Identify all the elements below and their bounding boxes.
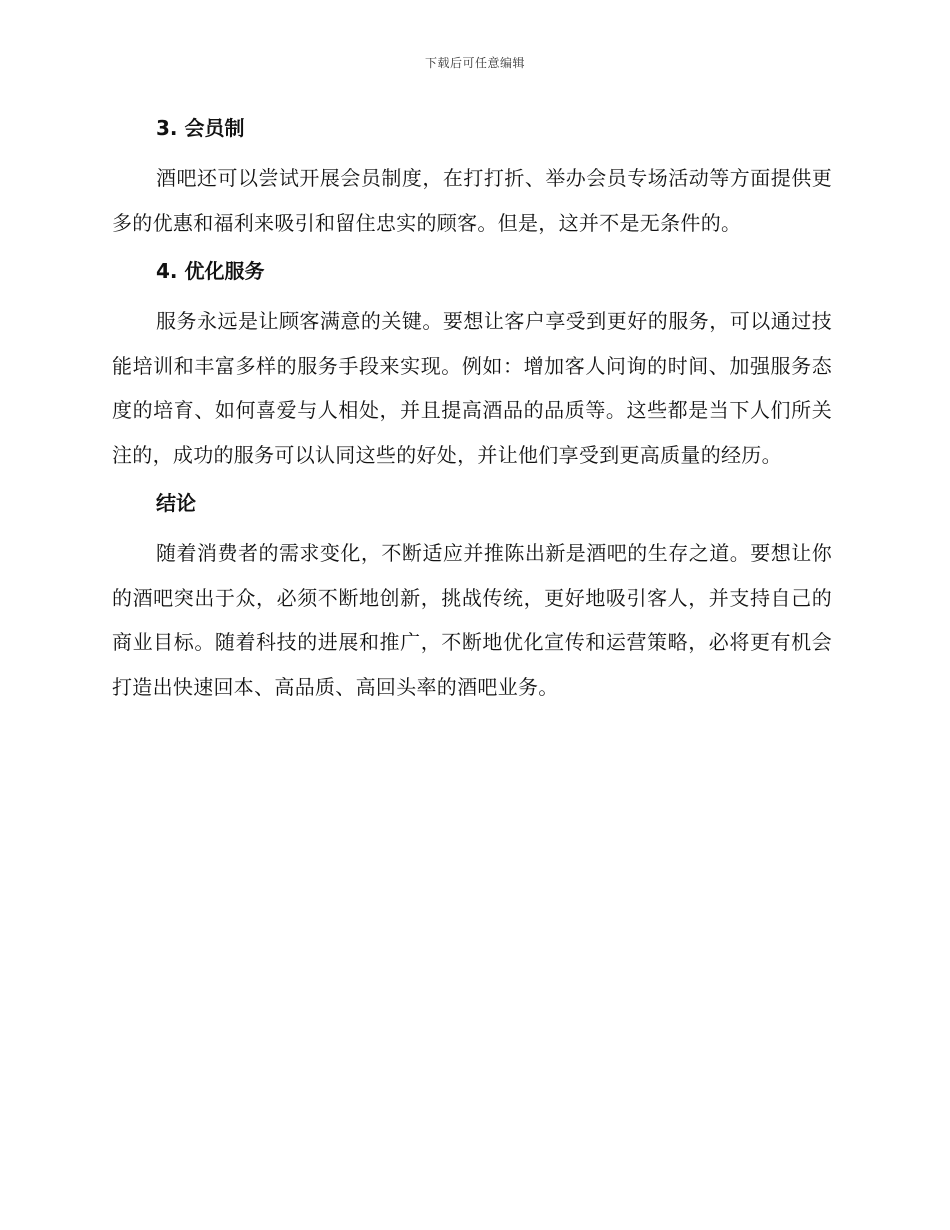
document-content xyxy=(112,112,832,719)
section-paragraph: 服务永远是让顾客满意的关键。要想让客户享受到更好的服务，可以通过技能培训和丰富多样的服务手段来实现。例如：增加客人问询的时间、加强服务态度的培育、如何喜爱与人相处，并且提高酒品的品质等。这些都是当下人们所关注的，成功的服务可以认同这些的好处，并让他们享受到更高质量的经历。 xyxy=(112,309,832,467)
section-heading: 结论 xyxy=(156,491,196,515)
section-heading: 3. 会员制 xyxy=(156,116,245,140)
section-conclusion xyxy=(112,487,832,709)
section-paragraph: 随着消费者的需求变化，不断适应并推陈出新是酒吧的生存之道。要想让你的酒吧突出于众，必须不断地创新，挑战传统，更好地吸引客人，并支持自己的商业目标。随着科技的进展和推广，不断地优化宣传和运营策略，必将更有机会打造出快速回本、高品质、高回头率的酒吧业务。 xyxy=(112,541,832,699)
header-note: 下载后可任意编辑 xyxy=(424,56,525,70)
section-paragraph: 酒吧还可以尝试开展会员制度，在打打折、举办会员专场活动等方面提供更多的优惠和福利来吸引和留住忠实的顾客。但是，这并不是无条件的。 xyxy=(112,166,832,235)
section-membership xyxy=(112,112,832,245)
section-heading: 4. 优化服务 xyxy=(156,259,265,283)
section-service xyxy=(112,255,832,477)
